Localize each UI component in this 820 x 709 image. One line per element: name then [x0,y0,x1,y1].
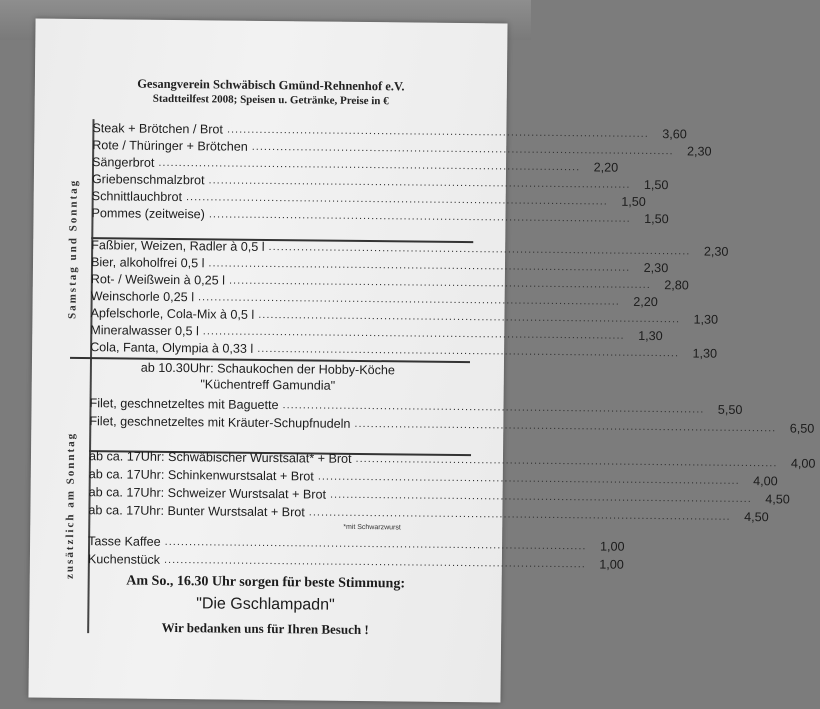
leader-dots: ........................................................................................................ [258,308,681,326]
item-price: 4,50 [744,509,769,525]
item-price: 3,60 [662,127,687,142]
leader-dots: ........................................................................................................ [354,417,777,435]
item-price: 1,00 [599,539,625,554]
leader-dots: ........................................................................................................ [197,291,620,308]
menu-subtitle: Stadtteilfest 2008; Speisen u. Getränke, Preise in € [152,92,389,108]
item-name: Sängerbrot [91,155,155,170]
leader-dots: ........................................................................................................ [317,470,740,487]
item-name: ab ca. 17Uhr: Schinkenwurstsalat + Brot [88,467,314,484]
item-name: ab ca. 17Uhr: Schwäbischer Wurstsalat* + Brot [88,449,352,466]
item-price: 4,00 [753,474,778,489]
leader-dots: ........................................................................................................ [208,208,631,225]
leader-dots: ........................................................................................................ [185,191,608,208]
item-price: 1,30 [638,328,663,344]
leader-dots: ........................................................................................................ [268,241,691,258]
footnote: *mit Schwarzwurst [343,523,401,532]
cooking-show-line: ab 10.30Uhr: Schaukochen der Hobby-Köche [140,360,396,378]
item-name: Rote / Thüringer + Brötchen [92,138,248,154]
item-price: 5,50 [717,402,743,417]
item-name: Mineralwasser 0,5 l [90,323,199,339]
item-price: 4,00 [790,456,816,471]
leader-dots: ........................................................................................................ [208,174,631,191]
item-price: 1,50 [621,194,646,209]
item-price: 1,50 [643,177,669,193]
item-name: Schnittlauchbrot [91,189,183,205]
band-name: "Die Gschlampadn" [196,595,335,614]
item-name: Filet, geschnetzeltes mit Baguette [89,396,279,413]
leader-dots: ........................................................................................................ [355,452,778,470]
item-price: 4,50 [765,492,790,507]
leader-dots: ........................................................................................................ [308,506,731,523]
item-name: ab ca. 17Uhr: Bunter Wurstsalat + Brot [88,503,305,520]
leader-dots: ........................................................................................................ [329,488,752,506]
cafe-item-row [87,550,624,572]
leader-dots: ........................................................................................................ [226,123,649,140]
leader-dots: ........................................................................................................ [208,257,631,274]
leader-dots: ........................................................................................................ [257,342,680,360]
item-price: 2,20 [633,294,658,310]
menu-sheet [28,19,816,703]
leader-dots: ........................................................................................................ [282,399,705,416]
item-name: ab ca. 17Uhr: Schweizer Wurstsalat + Brot [88,485,327,502]
menu-title: Gesangverein Schwäbisch Gmünd-Rehnenhof e.V. [137,76,405,94]
thanks-line: Wir bedanken uns für Ihren Besuch ! [161,619,369,638]
item-price: 1,00 [599,557,624,572]
announcement: Am So., 16.30 Uhr sorgen für beste Stimmung: [126,573,406,592]
item-name: Cola, Fanta, Olympia à 0,33 l [90,340,254,356]
sunday-dish-row [89,412,815,436]
item-name: Weinschorle 0,25 l [90,289,195,305]
item-name: Tasse Kaffee [88,534,161,549]
item-price: 2,30 [686,144,712,159]
leader-dots: ........................................................................................................ [202,325,625,342]
leader-dots: ........................................................................................................ [251,140,674,158]
salad-item-row [88,501,769,525]
item-name: Pommes (zeitweise) [91,206,205,222]
item-price: 2,20 [593,160,619,175]
cooking-team-name: "Küchentreff Gamundia" [200,377,336,393]
item-price: 2,30 [643,260,669,276]
item-price: 1,30 [692,346,718,361]
leader-dots: ........................................................................................................ [228,274,651,292]
item-price: 1,50 [644,211,669,227]
item-name: Kuchenstück [87,552,161,567]
item-price: 2,80 [664,278,689,293]
side-label-weekend: Samstag und Sonntag [66,178,80,320]
item-name: Apfelschorle, Cola-Mix à 0,5 l [90,306,255,322]
menu-item-row [91,204,669,227]
item-price: 2,30 [703,244,729,259]
leader-dots: ........................................................................................................ [164,535,587,553]
leader-dots: ........................................................................................................ [158,156,581,174]
item-name: Steak + Brötchen / Brot [92,121,224,137]
item-name: Rot- / Weißwein à 0,25 l [90,272,226,288]
item-name: Filet, geschnetzeltes mit Kräuter-Schupfnudeln [89,414,351,431]
item-price: 1,30 [693,312,719,327]
item-name: Faßbier, Weizen, Radler à 0,5 l [91,238,265,254]
item-name: Griebenschmalzbrot [91,172,205,188]
side-label-sunday: zusätzlich am Sonntag [63,431,78,579]
item-price: 6,50 [789,421,815,436]
item-name: Bier, alkoholfrei 0,5 l [90,255,205,271]
drink-item-row [90,338,718,361]
leader-dots: ........................................................................................................ [163,553,586,571]
